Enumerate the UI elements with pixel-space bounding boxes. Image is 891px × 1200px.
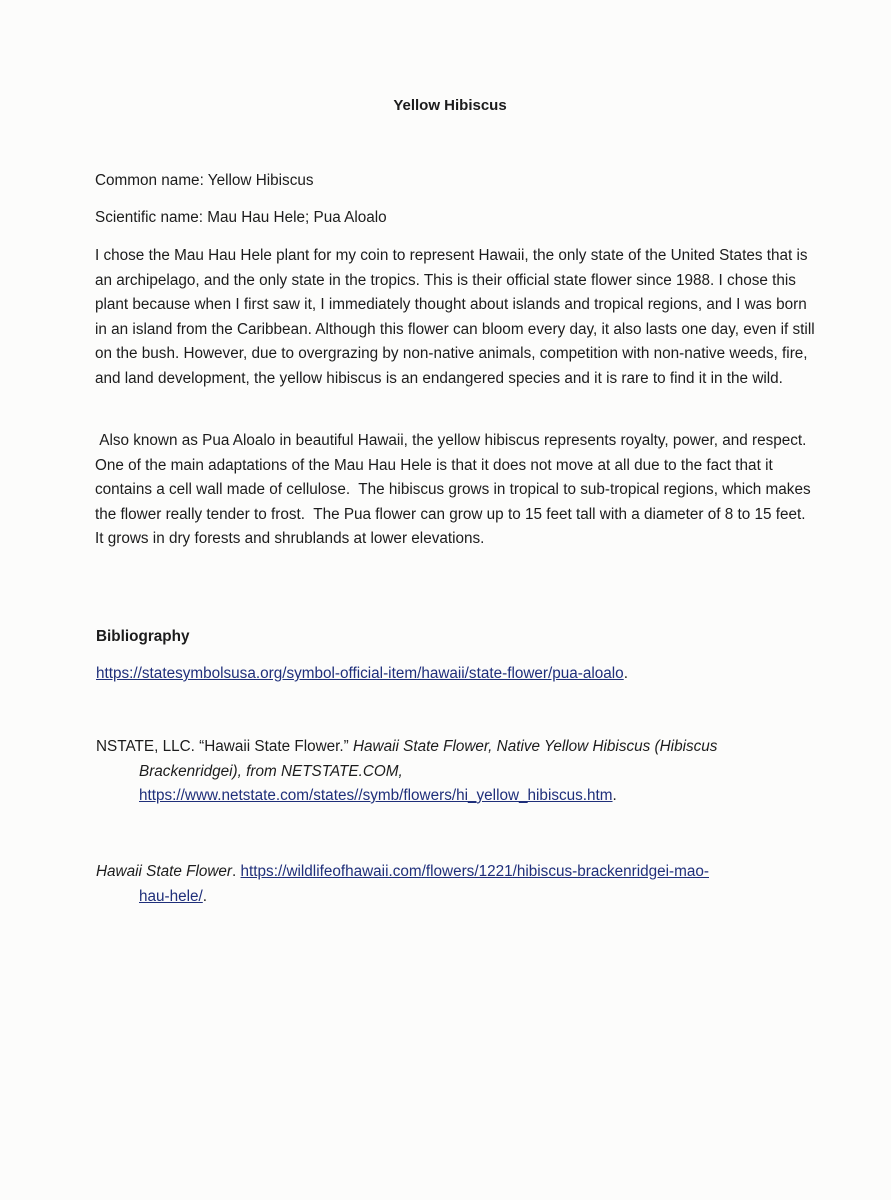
bibliography-entry: [96, 735, 816, 809]
bibliography-link[interactable]: https://statesymbolsusa.org/symbol-official-item/hawaii/state-flower/pua-aloalo: [96, 665, 624, 682]
bibliography-link-continued[interactable]: hau-hele/: [139, 887, 203, 905]
entry-period: .: [623, 665, 628, 682]
paragraph-two-text: Also known as Pua Aloalo in beautiful Hawaii, the yellow hibiscus represents royalty, power, and respect. One of the main adaptations of the Mau Hau Hele is that it does not move at all due to the fact that it contains a cell wall made of cellulose. The hibiscus grows in tropical to sub-tropical regions, which makes the flower really tender to frost. The Pua flower can grow up to 15 feet tall with a diameter of 8 to 15 feet. It grows in dry forests and shrublands at lower elevations.: [95, 432, 815, 548]
paragraph-two: [95, 429, 815, 552]
bibliography-heading: Bibliography: [96, 628, 190, 645]
entry-source-title: Hawaii State Flower, Native Yellow Hibiscus (Hibiscus: [353, 738, 718, 755]
entry-period: .: [612, 787, 617, 804]
bibliography-entry: [96, 860, 816, 909]
entry-source-title-continued: Brackenridgei), from NETSTATE.COM,: [139, 762, 403, 780]
scientific-name: Scientific name: Mau Hau Hele; Pua Aloalo: [95, 209, 387, 226]
entry-author: NSTATE, LLC. “Hawaii State Flower.”: [96, 738, 353, 755]
page-title: Yellow Hibiscus: [393, 97, 507, 114]
entry-source-title: Hawaii State Flower: [96, 863, 233, 880]
common-name: Common name: Yellow Hibiscus: [95, 172, 314, 189]
paragraph-one: [95, 244, 815, 392]
entry-separator: .: [232, 863, 241, 880]
bibliography-link[interactable]: https://www.netstate.com/states//symb/flowers/hi_yellow_hibiscus.htm: [139, 787, 613, 804]
bibliography-entry: [96, 662, 816, 687]
entry-period: .: [202, 887, 208, 905]
bibliography-link[interactable]: https://wildlifeofhawaii.com/flowers/1221/hibiscus-brackenridgei-mao-: [240, 863, 709, 880]
paragraph-one-text: I chose the Mau Hau Hele plant for my coin to represent Hawaii, the only state of the United States that is an archipelago, and the only state in the tropics. This is their official state flower since 1988. I chose this plant because when I first saw it, I immediately thought about islands and tropical regions, and I was born in an island from the Caribbean. Although this flower can bloom every day, it also lasts one day, even if still on the bush. However, due to overgrazing by non-native animals, competition with non-native weeds, fire, and land development, the yellow hibiscus is an endangered species and it is rare to find it in the wild.: [95, 247, 815, 387]
